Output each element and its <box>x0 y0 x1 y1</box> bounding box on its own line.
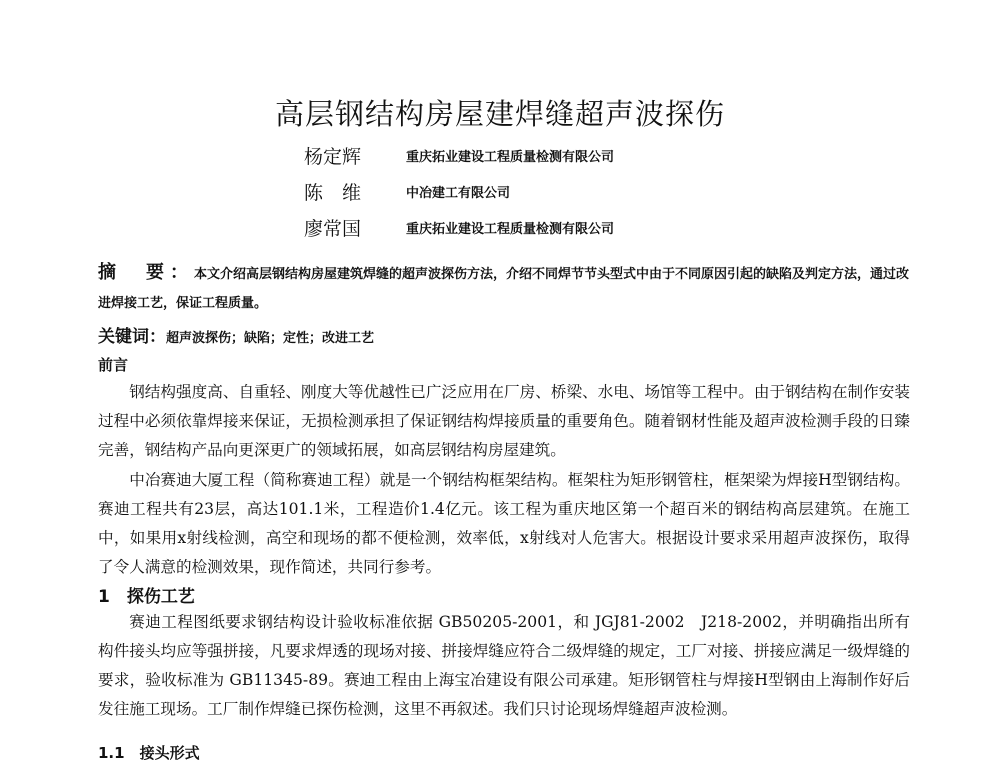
keywords <box>98 324 910 352</box>
author-affiliation: 重庆拓业建设工程质量检测有限公司 <box>406 150 615 165</box>
abstract-text: 本文介绍高层钢结构房屋建筑焊缝的超声波探伤方法，介绍不同焊节节头型式中由于不同原因引起的缺陷及判定方法，通过改进焊接工艺，保证工程质量。 <box>98 267 910 311</box>
keywords-label: 关键词： <box>98 327 166 347</box>
section-heading: 1 探伤工艺 <box>98 587 195 607</box>
author-name: 杨定辉 <box>304 146 362 168</box>
author-row <box>304 142 804 178</box>
abstract-label: 摘 要： <box>98 262 194 283</box>
keywords-text: 超声波探伤；缺陷；定性；改进工艺 <box>166 331 375 346</box>
author-list <box>304 142 804 250</box>
author-name: 廖常国 <box>304 218 362 240</box>
preface-paragraph-1: 钢结构强度高、自重轻、刚度大等优越性已广泛应用在厂房、桥梁、水电、场馆等工程中。由于钢结构在制作安装过程中必须依靠焊接来保证，无损检测承担了保证钢结构焊接质量的重要角色。随着钢材性能及超声波检测手段的日臻完善，钢结构产品向更深更广的领域拓展，如高层钢结构房屋建筑。 <box>98 383 910 459</box>
abstract <box>98 258 910 318</box>
section-paragraph: 赛迪工程图纸要求钢结构设计验收标准依据 GB50205-2001，和 JGJ81-2002 J218-2002，并明确指出所有构件接头均应等强拼接，凡要求焊透的现场对接、拼接焊缝应符合二级焊缝的规定，工厂对接、拼接应满足一级焊缝的要求，验收标准为 GB11345-89。赛迪工程由上海宝冶建设有限公司承建。矩形钢管柱与焊接H型钢由上海制作好后发往施工现场。工厂制作焊缝已探伤检测，这里不再叙述。我们只讨论现场焊缝超声波检测。 <box>98 613 910 718</box>
author-affiliation: 中冶建工有限公司 <box>406 186 511 201</box>
author-affiliation: 重庆拓业建设工程质量检测有限公司 <box>406 222 615 237</box>
paper-title: 高层钢结构房屋建焊缝超声波探伤 <box>274 97 725 131</box>
author-row <box>304 214 804 250</box>
preface-paragraph-2: 中冶赛迪大厦工程（简称赛迪工程）就是一个钢结构框架结构。框架柱为矩形钢管柱，框架梁为焊接H型钢结构。赛迪工程共有23层，高达101.1米，工程造价1.4亿元。该工程为重庆地区第一个超百米的钢结构高层建筑。在施工中，如果用x射线检测，高空和现场的都不便检测，效率低，x射线对人危害大。根据设计要求采用超声波探伤，取得了令人满意的检测效果，现作简述，共同行参考。 <box>98 471 910 576</box>
subsection-heading: 1.1 接头形式 <box>98 744 200 762</box>
preface-heading: 前言 <box>98 356 129 374</box>
author-row <box>304 178 804 214</box>
author-name: 陈 维 <box>304 182 362 204</box>
